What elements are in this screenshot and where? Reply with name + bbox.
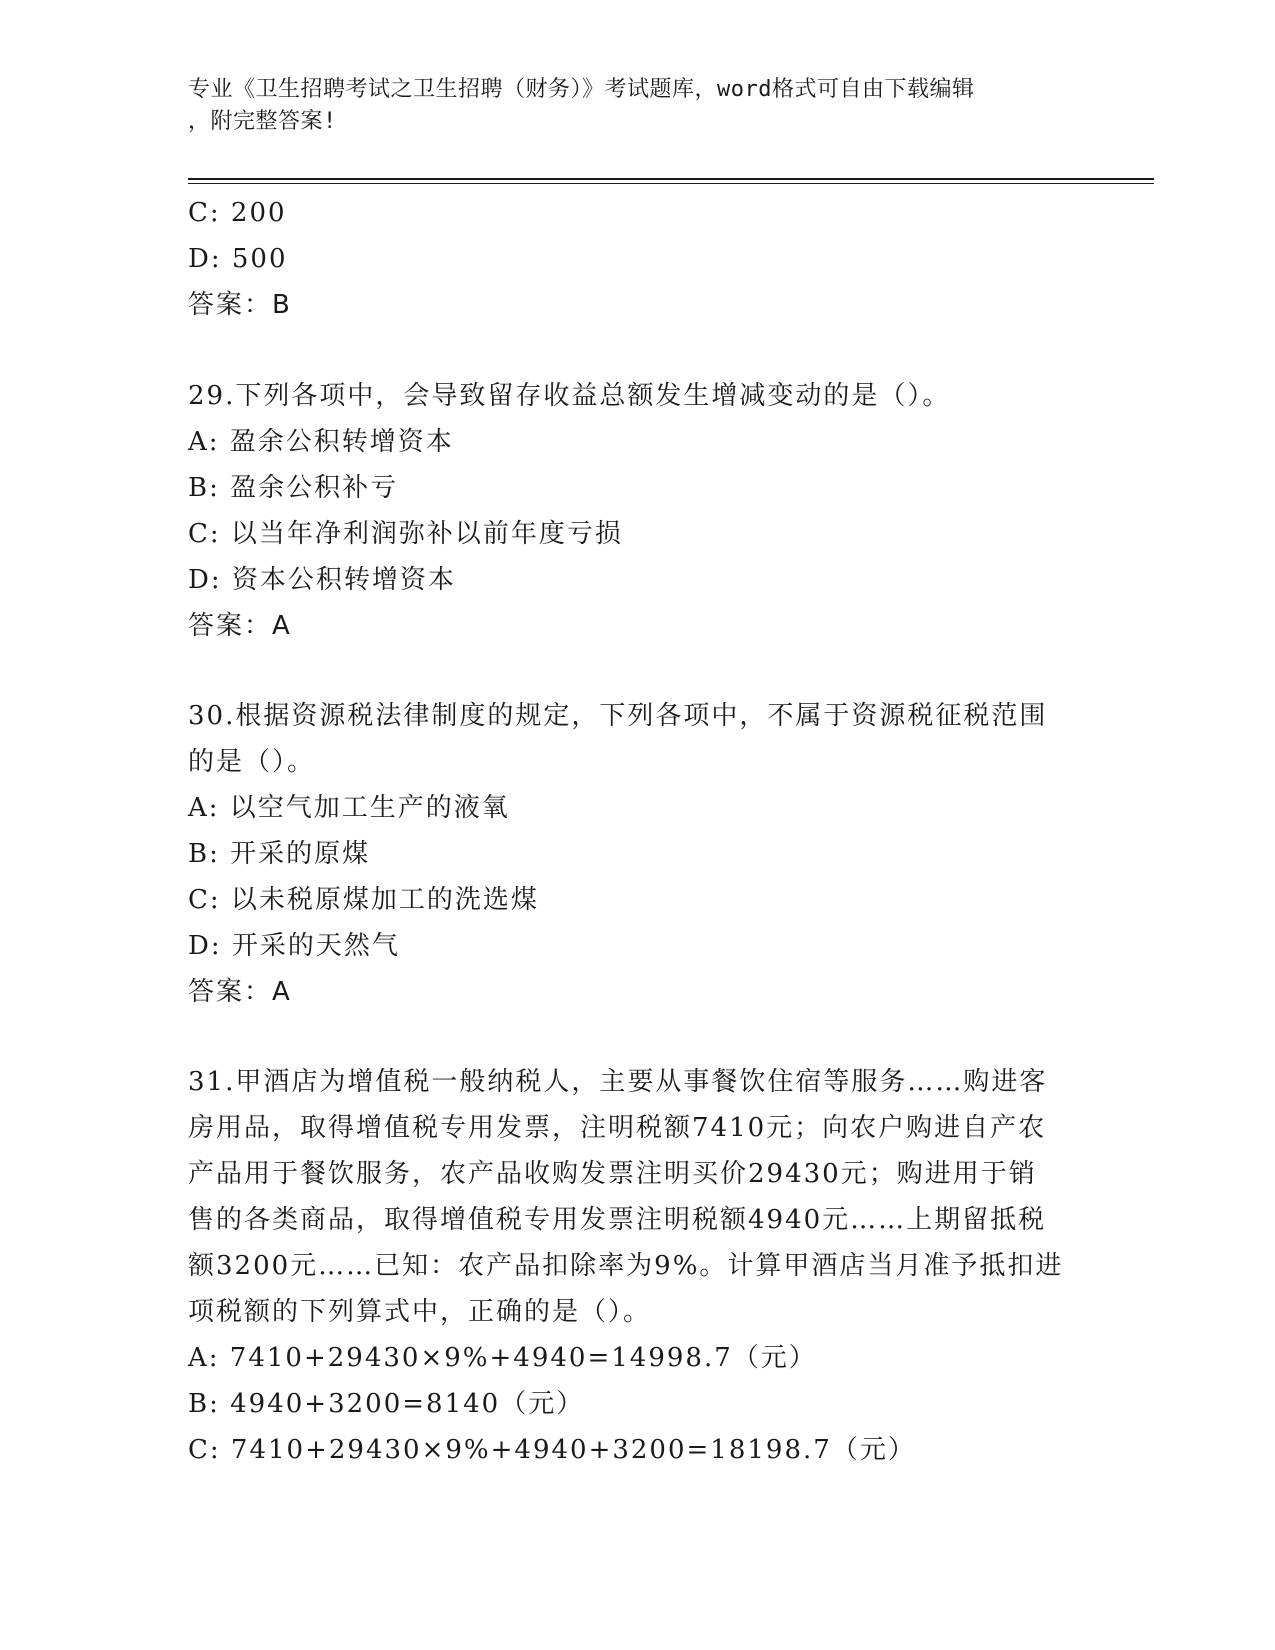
question-stem-line-5: 额3200元……已知：农产品扣除率为9%。计算甲酒店当月准予抵扣进 <box>188 1251 1064 1281</box>
option-c: C: 以当年净利润弥补以前年度亏损 <box>188 519 623 549</box>
option-d: D: 资本公积转增资本 <box>188 565 456 595</box>
question-stem-line-2: 房用品，取得增值税专用发票，注明税额7410元；向农户购进自产农 <box>188 1113 1047 1143</box>
header-title-line-2: ，附完整答案! <box>188 109 337 134</box>
previous-question-tail <box>188 190 1088 328</box>
question-content <box>188 190 1088 1473</box>
question-stem-line-1: 30.根据资源税法律制度的规定，下列各项中，不属于资源税征税范围 <box>188 701 1048 731</box>
header-title-line-1: 专业《卫生招聘考试之卫生招聘（财务）》考试题库，word格式可自由下载编辑 <box>188 77 975 102</box>
option-a: A: 以空气加工生产的液氧 <box>188 793 510 823</box>
page-header <box>188 74 1088 138</box>
question-stem-line-2: 的是（）。 <box>188 747 316 777</box>
header-divider-thin <box>188 183 1154 184</box>
question-stem-line-1: 31.甲酒店为增值税一般纳税人，主要从事餐饮住宿等服务……购进客 <box>188 1067 1048 1097</box>
answer-line: 答案：B <box>188 290 292 320</box>
option-c: C: 以未税原煤加工的洗选煤 <box>188 885 539 915</box>
answer-line: 答案：A <box>188 611 292 641</box>
option-d: D: 开采的天然气 <box>188 931 400 961</box>
option-d: D: 500 <box>188 244 288 274</box>
question-stem-line-3: 产品用于餐饮服务，农产品收购发票注明买价29430元；购进用于销 <box>188 1159 1037 1189</box>
question-stem-line-6: 项税额的下列算式中，正确的是（）。 <box>188 1297 652 1327</box>
option-c: C: 200 <box>188 198 287 228</box>
question-29 <box>188 373 1088 649</box>
header-divider-thick <box>188 178 1154 180</box>
question-30 <box>188 693 1088 1015</box>
question-stem-line-4: 售的各类商品，取得增值税专用发票注明税额4940元……上期留抵税 <box>188 1205 1047 1235</box>
option-b: B: 开采的原煤 <box>188 839 371 869</box>
option-c: C: 7410+29430×9%+4940+3200=18198.7（元） <box>188 1435 916 1465</box>
answer-line: 答案：A <box>188 977 292 1007</box>
option-a: A: 7410+29430×9%+4940=14998.7（元） <box>188 1343 817 1373</box>
question-31 <box>188 1059 1088 1473</box>
option-b: B: 4940+3200=8140（元） <box>188 1389 585 1419</box>
option-a: A: 盈余公积转增资本 <box>188 427 454 457</box>
question-stem: 29.下列各项中，会导致留存收益总额发生增减变动的是（）。 <box>188 381 951 411</box>
option-b: B: 盈余公积补亏 <box>188 473 399 503</box>
